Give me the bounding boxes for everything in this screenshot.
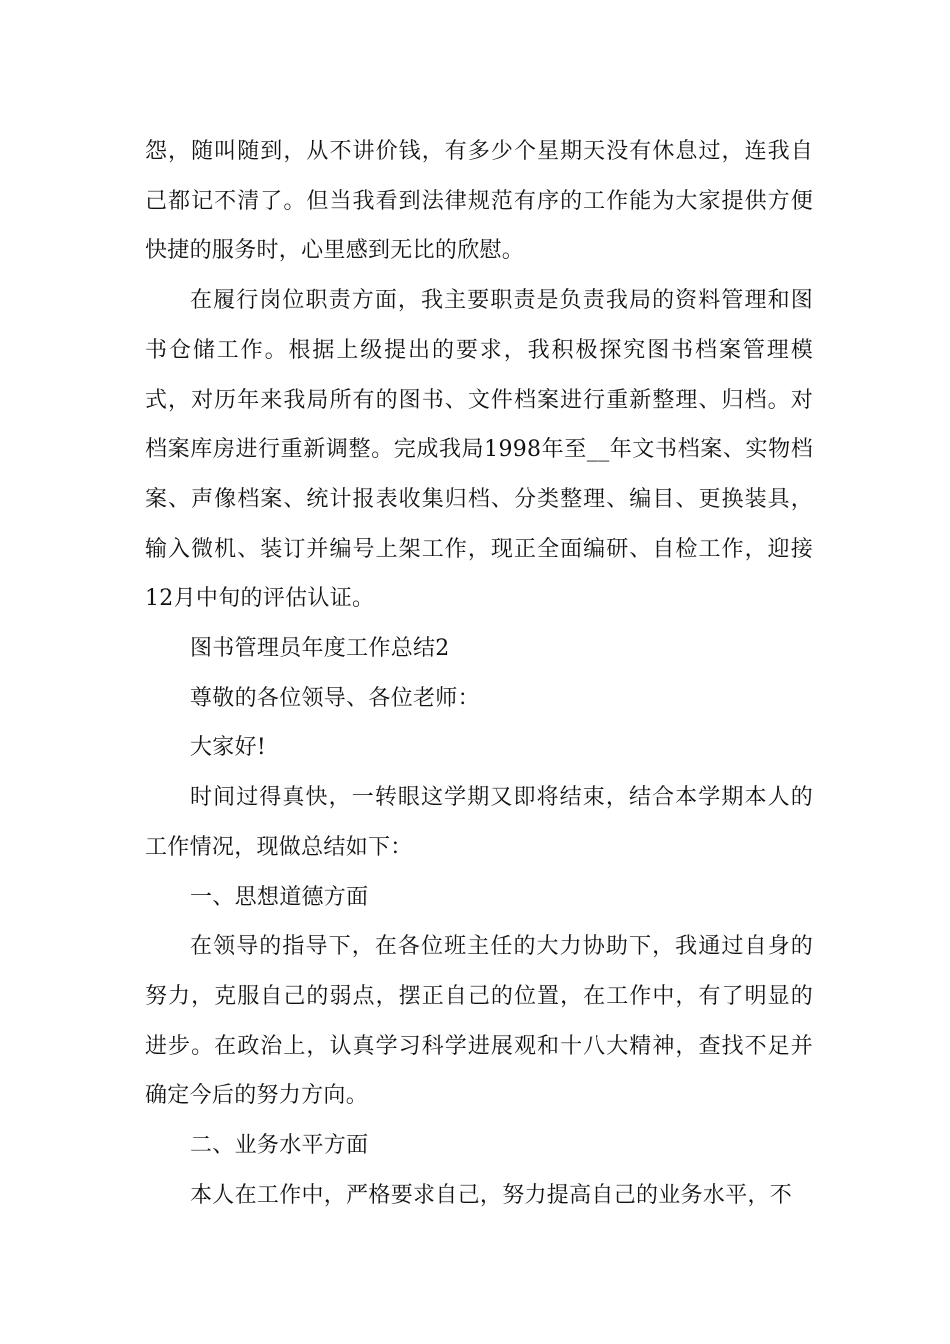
document-body [145,127,813,1220]
salutation: 尊敬的各位领导、各位老师： [190,685,480,711]
greeting: 大家好! [190,735,267,761]
heading-business: 二、业务水平方面 [190,1133,369,1159]
heading-moral: 一、思想道德方面 [190,884,369,910]
paragraph-moral: 在领导的指导下，在各位班主任的大力协助下，我通过自身的努力，克服自己的弱点，摆正自己的位置，在工作中，有了明显的进步。在政治上，认真学习科学进展观和十八大精神，查找不足并确定今后的努力方向。 [145,934,813,1109]
paragraph-continuation: 怨，随叫随到，从不讲价钱，有多少个星期天没有休息过，连我自己都记不清了。但当我看到法律规范有序的工作能为大家提供方便快捷的服务时，心里感到无比的欣慰。 [145,139,813,264]
paragraph-duties: 在履行岗位职责方面，我主要职责是负责我局的资料管理和图书仓储工作。根据上级提出的要求，我积极探究图书档案管理模式，对历年来我局所有的图书、文件档案进行重新整理、归档。对档案库房进行重新调整。完成我局1998年至__年文书档案、实物档案、声像档案、统计报表收集归档、分类整理、编目、更换装具，输入微机、装订并编号上架工作，现正全面编研、自检工作，迎接12月中旬的评估认证。 [145,288,813,612]
paragraph-intro: 时间过得真快，一转眼这学期又即将结束，结合本学期本人的工作情况，现做总结如下： [145,785,813,860]
paragraph-business: 本人在工作中，严格要求自己，努力提高自己的业务水平，不 [190,1182,793,1208]
section-title: 图书管理员年度工作总结2 [190,636,450,662]
